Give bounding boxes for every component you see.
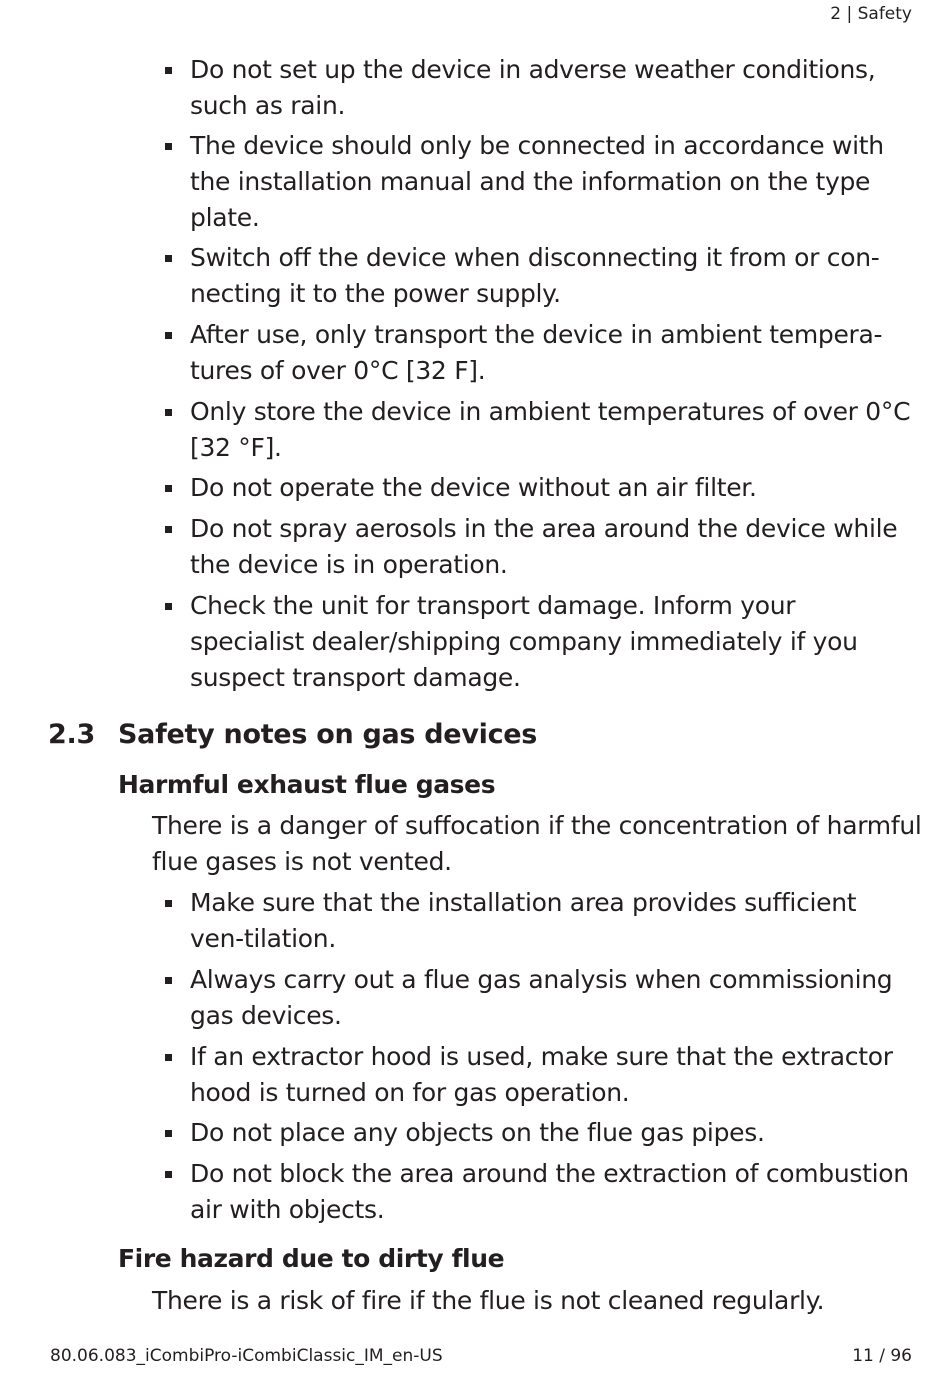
- list-item: If an extractor hood is used, make sure that the extractor hood is turned on for gas operation.: [190, 1039, 915, 1111]
- subsection-title: Harmful exhaust flue gases: [118, 770, 496, 799]
- section-title: Safety notes on gas devices: [118, 719, 538, 750]
- list-item: Always carry out a flue gas analysis when commissioning gas devices.: [190, 962, 915, 1034]
- section-heading: [48, 716, 537, 754]
- running-header: 2 | Safety: [830, 4, 912, 24]
- bullet-square-icon: [165, 900, 172, 907]
- list-item: Check the unit for transport damage. Inform your specialist dealer/shipping company immediately if you suspect transport damage.: [190, 588, 915, 696]
- bullet-square-icon: [165, 409, 172, 416]
- list-item: The device should only be connected in accordance with the installation manual and the information on the type plate.: [190, 128, 915, 236]
- bullet-square-icon: [165, 1171, 172, 1178]
- bullet-square-icon: [165, 485, 172, 492]
- bullet-square-icon: [165, 603, 172, 610]
- list-item: Only store the device in ambient temperatures of over 0°C [32 °F].: [190, 394, 915, 466]
- list-item: Do not spray aerosols in the area around the device while the device is in operation.: [190, 511, 915, 583]
- list-item: Do not place any objects on the flue gas pipes.: [190, 1115, 915, 1151]
- list-item: After use, only transport the device in ambient tempera-tures of over 0°C [32 F].: [190, 317, 915, 389]
- list-item: Switch off the device when disconnecting it from or con-necting it to the power supply.: [190, 240, 915, 312]
- bullet-square-icon: [165, 526, 172, 533]
- bullet-square-icon: [165, 332, 172, 339]
- document-id: 80.06.083_iCombiPro-iCombiClassic_IM_en-US: [50, 1346, 443, 1366]
- section-number: 2.3: [48, 719, 95, 750]
- subsection-intro: There is a risk of fire if the flue is not cleaned regularly.: [152, 1286, 825, 1315]
- subsection-intro: There is a danger of suffocation if the concentration of harmful flue gases is not vented.: [152, 811, 922, 876]
- list-item: Make sure that the installation area provides sufficient ven-tilation.: [190, 885, 915, 957]
- bullet-square-icon: [165, 255, 172, 262]
- page-number: 11 / 96: [852, 1346, 912, 1366]
- list-item: Do not set up the device in adverse weather conditions, such as rain.: [190, 52, 915, 124]
- subsection-title: Fire hazard due to dirty flue: [118, 1244, 505, 1273]
- bullet-square-icon: [165, 977, 172, 984]
- bullet-square-icon: [165, 1054, 172, 1061]
- bullet-square-icon: [165, 67, 172, 74]
- list-item: Do not operate the device without an air filter.: [190, 470, 915, 506]
- list-item: Do not block the area around the extraction of combustion air with objects.: [190, 1156, 915, 1228]
- bullet-square-icon: [165, 143, 172, 150]
- bullet-square-icon: [165, 1130, 172, 1137]
